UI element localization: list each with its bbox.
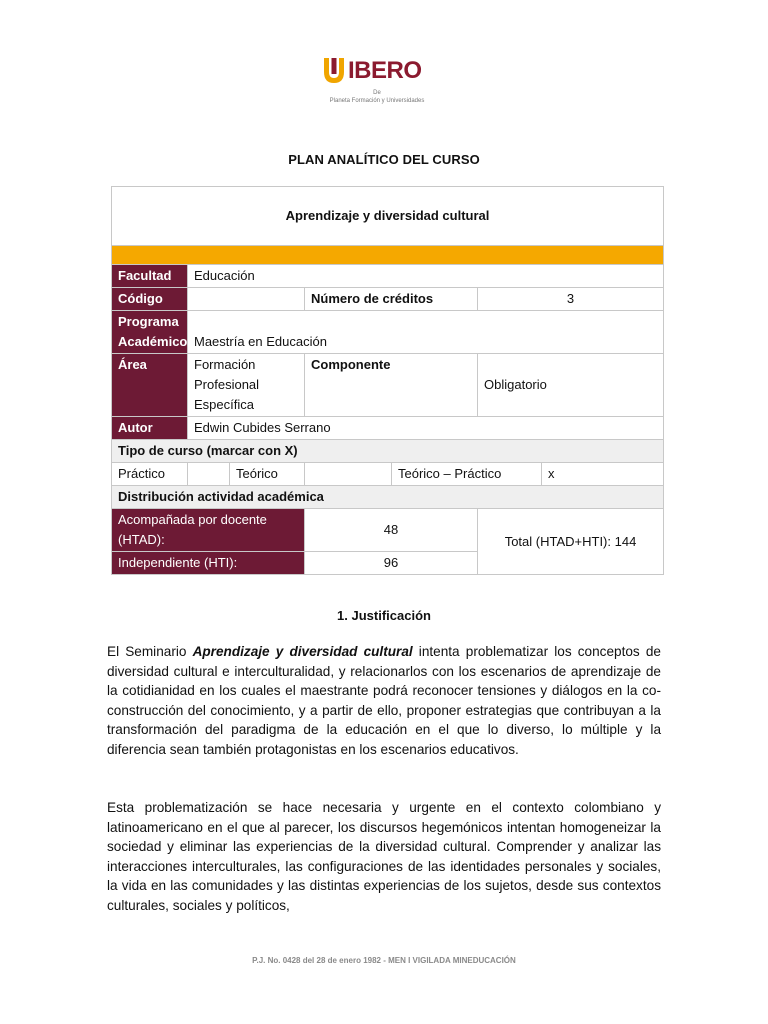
distribucion-label: Distribución actividad académica [112, 486, 664, 509]
ibero-logo [322, 54, 432, 108]
logo-brand-text: IBERO [348, 57, 422, 84]
componente-label: Componente [305, 354, 478, 417]
programa-row [112, 311, 664, 354]
justificacion-paragraph-2: Esta problematización se hace necesaria y urgente en el contexto colombiano y latinoamericano en el que al parecer, los discursos hegemónicos intentan homogeneizar la sociedad y eliminar las experiencias de la diversidad cultural. Comprender y analizar las interacciones interculturales, las configuraciones de las identidades personales y sociales, la vida en las comunidades y las distintas experiencias de los sujetos, desde sus contextos culturales, sociales y políticos, [107, 800, 661, 913]
tipo-label: Tipo de curso (marcar con X) [112, 440, 664, 463]
tipo-practico-mark [188, 463, 230, 486]
hti-label: Independiente (HTI): [112, 552, 305, 575]
tipo-teorico-practico-mark: x [542, 463, 664, 486]
tipo-options-row [112, 463, 664, 486]
paragraph-1-course-name: Aprendizaje y diversidad cultural [192, 644, 413, 659]
facultad-row [112, 265, 664, 288]
justificacion-paragraph-1 [107, 642, 661, 759]
course-name: Aprendizaje y diversidad cultural [112, 187, 664, 246]
tipo-practico-label: Práctico [112, 463, 188, 486]
codigo-value [188, 288, 305, 311]
autor-label: Autor [112, 417, 188, 440]
autor-row [112, 417, 664, 440]
tipo-teorico-practico-label: Teórico – Práctico [392, 463, 542, 486]
programa-label: Programa Académico [112, 311, 188, 354]
htad-row [112, 509, 664, 552]
htad-value: 48 [305, 509, 478, 552]
tipo-teorico-label: Teórico [230, 463, 305, 486]
tipo-teorico-mark [305, 463, 392, 486]
distribucion-header-row [112, 486, 664, 509]
logo-subtitle: Planeta Formación y Universidades [329, 98, 425, 104]
area-value: Formación Profesional Específica [188, 354, 305, 417]
programa-value: Maestría en Educación [188, 311, 664, 354]
total-hours: Total (HTAD+HTI): 144 [478, 509, 664, 575]
course-info-table [111, 186, 664, 575]
codigo-row [112, 288, 664, 311]
document-title: PLAN ANALÍTICO DEL CURSO [288, 152, 480, 167]
footer-legal-text: P.J. No. 0428 del 28 de enero 1982 - MEN I VIGILADA MINEDUCACIÓN [252, 956, 516, 965]
gold-band [112, 246, 664, 265]
creditos-label: Número de créditos [305, 288, 478, 311]
autor-value: Edwin Cubides Serrano [188, 417, 664, 440]
hti-value: 96 [305, 552, 478, 575]
section-heading-justificacion: 1. Justificación [337, 608, 431, 623]
facultad-value: Educación [188, 265, 664, 288]
facultad-label: Facultad [112, 265, 188, 288]
area-row [112, 354, 664, 417]
logo-de-text: De [373, 90, 381, 96]
course-name-row [112, 187, 664, 246]
htad-label: Acompañada por docente (HTAD): [112, 509, 305, 552]
ibero-logo-mark-icon [322, 56, 346, 86]
creditos-value: 3 [478, 288, 664, 311]
gold-band-row [112, 246, 664, 265]
paragraph-1-intro: El Seminario [107, 644, 193, 659]
paragraph-1-rest: intenta problematizar los conceptos de diversidad cultural e interculturalidad, y relacionarlos con los escenarios de aprendizaje de la cotidianidad en los cuales el maestrante podrá reconocer tensiones y diálogos en la co-construcción del conocimiento, y a partir de ello, proponer estrategias que contribuyan a la transformación del paradigma de la educación en el que lo diverso, lo múltiple y la diferencia sean también protagonistas en los escenarios educativos. [107, 644, 661, 757]
codigo-label: Código [112, 288, 188, 311]
area-label: Área [112, 354, 188, 417]
tipo-header-row [112, 440, 664, 463]
componente-value: Obligatorio [478, 354, 664, 417]
